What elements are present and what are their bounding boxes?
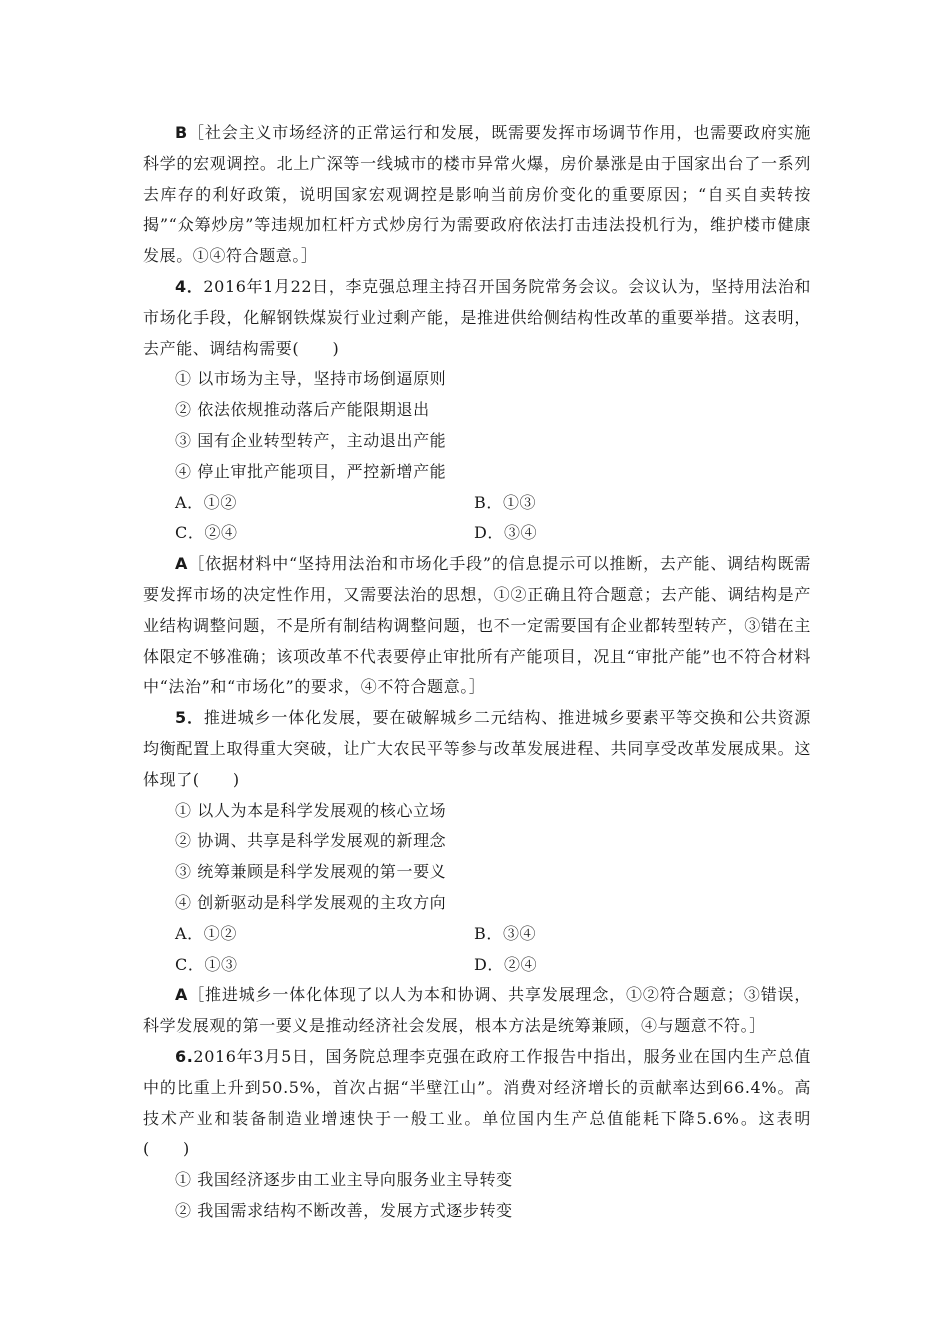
statement-item: ① 我国经济逐步由工业主导向服务业主导转变: [175, 1170, 513, 1190]
question-text: 2016年3月5日，国务院总理李克强在政府工作报告中指出，服务业在国内生产总值中的比重上升到50.5%，首次占据“半壁江山”。消费对经济增长的贡献率达到66.4%。高技术产业和装备制造业增速快于一般工业。单位国内生产总值能耗下降5.6%。这表明( ): [143, 1046, 811, 1159]
answer-explanation: [143, 980, 811, 1042]
statement-item: ② 依法依规推动落后产能限期退出: [175, 400, 430, 420]
question-stem: [143, 703, 811, 795]
answer-letter: B: [175, 123, 188, 142]
question-text: 2016年1月22日，李克强总理主持召开国务院常务会议。会议认为，坚持用法治和市场化手段，化解钢铁煤炭行业过剩产能，是推进供给侧结构性改革的重要举措。这表明，去产能、调结构需要( ): [143, 276, 811, 358]
choice-row: [143, 950, 811, 981]
answer-text: ［依据材料中“坚持用法治和市场化手段”的信息提示可以推断，去产能、调结构既需要发挥市场的决定性作用，又需要法治的思想，①②正确且符合题意；去产能、调结构是产业结构调整问题，不是所有制结构调整问题，也不一定需要国有企业都转型转产，③错在主体限定不够准确；该项改革不代表要停止审批所有产能项目，况且“审批产能”也不符合材料中“法治”和“市场化”的要求，④不符合题意。］: [143, 554, 811, 697]
statement-item: ① 以市场为主导，坚持市场倒逼原则: [175, 369, 447, 389]
statement-item: ③ 统筹兼顾是科学发展观的第一要义: [175, 862, 447, 882]
question-text: 推进城乡一体化发展，要在破解城乡二元结构、推进城乡要素平等交换和公共资源均衡配置上取得重大突破，让广大农民平等参与改革发展进程、共同享受改革发展成果。这体现了( ): [143, 708, 811, 789]
choice-c: C．①③: [175, 954, 238, 974]
statement-item: ② 我国需求结构不断改善，发展方式逐步转变: [175, 1200, 513, 1220]
answer-text: ［推进城乡一体化体现了以人为本和协调、共享发展理念，①②符合题意；③错误，科学发展观的第一要义是推动经济社会发展，根本方法是统筹兼顾，④与题意不符。］: [143, 985, 811, 1036]
choice-b: B．①③: [474, 492, 537, 512]
document-page: [143, 118, 811, 1227]
choice-row: [143, 488, 811, 519]
choice-b: B．③④: [474, 923, 537, 943]
question-stem: [143, 272, 811, 364]
question-number: 6.: [175, 1046, 194, 1066]
answer-letter: A: [175, 554, 188, 574]
question-number: 5．: [175, 708, 204, 728]
statement-item: ④ 创新驱动是科学发展观的主攻方向: [175, 892, 447, 912]
answer-explanation: [143, 118, 811, 272]
question-number: 4．: [175, 276, 204, 296]
choice-a: A．①②: [175, 492, 237, 512]
choice-d: D．②④: [474, 954, 538, 974]
statement-item: ① 以人为本是科学发展观的核心立场: [175, 800, 447, 820]
question-stem: [143, 1042, 811, 1165]
choice-a: A．①②: [175, 923, 237, 943]
statement-item: ② 协调、共享是科学发展观的新理念: [175, 831, 447, 851]
answer-explanation: [143, 549, 811, 703]
statement-item: ④ 停止审批产能项目，严控新增产能: [175, 461, 447, 481]
answer-letter: A: [175, 985, 188, 1005]
statement-item: ③ 国有企业转型转产，主动退出产能: [175, 430, 447, 450]
choice-row: [143, 518, 811, 549]
choice-c: C．②④: [175, 523, 238, 543]
choice-d: D．③④: [474, 523, 538, 543]
answer-text: ［社会主义市场经济的正常运行和发展，既需要发挥市场调节作用，也需要政府实施科学的宏观调控。北上广深等一线城市的楼市异常火爆，房价暴涨是由于国家出台了一系列去库存的利好政策，说明国家宏观调控是影响当前房价变化的重要原因；“自买自卖转按揭”“众筹炒房”等违规加杠杆方式炒房行为需要政府依法打击违法投机行为，维护楼市健康发展。①④符合题意。］: [143, 123, 811, 266]
choice-row: [143, 919, 811, 950]
